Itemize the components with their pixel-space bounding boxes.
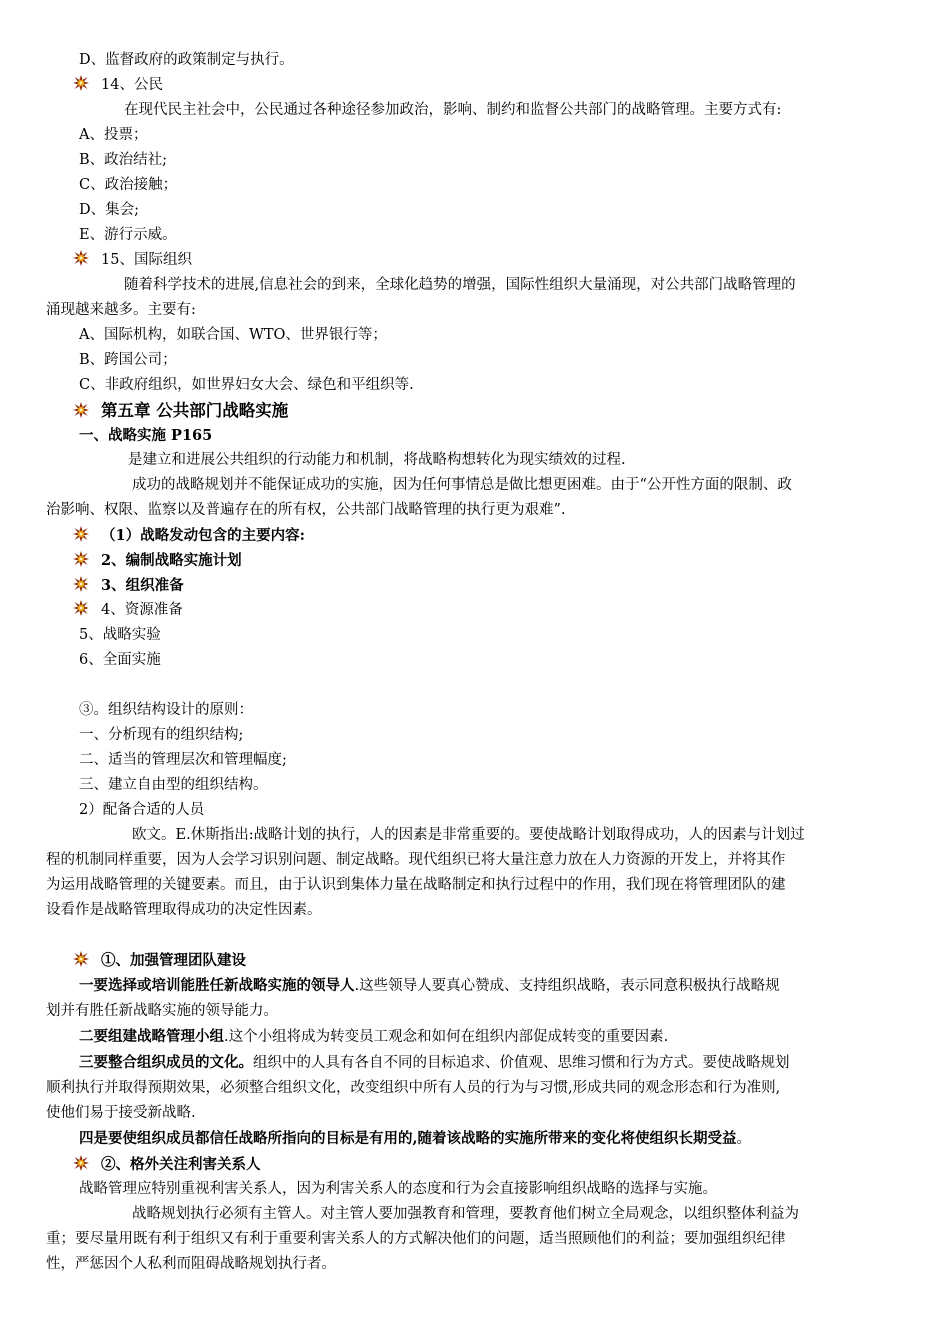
bullet-heading: 15、国际组织 <box>46 248 906 273</box>
paragraph: 战略规划执行必须有主管人。对主管人要加强教育和管理，要教育他们树立全局观念，以组织整体利益为 <box>132 1206 799 1222</box>
list-item: 三、建立自由型的组织结构。 <box>79 777 268 793</box>
burst-bullet-icon <box>73 526 89 542</box>
paragraph: 为运用战略管理的关键要素。而且，由于认识到集体力量在战略制定和执行过程中的作用，我们现在将管理团队的建 <box>46 877 786 893</box>
burst-bullet-icon <box>73 402 89 418</box>
bullet-item: 4、资源准备 <box>46 598 906 623</box>
paragraph: 四是要使组织成员都信任战略所指向的目标是有用的,随着该战略的实施所带来的变化将使组织长期受益。 <box>79 1130 752 1147</box>
section-heading: 一、战略实施 P165 <box>79 427 213 444</box>
paragraph: 一要选择或培训能胜任新战略实施的领导人.这些领导人要真心赞成、支持组织战略，表示同意积极执行战略规 <box>79 977 780 994</box>
paragraph: 欧文。E.休斯指出:战略计划的执行，人的因素是非常重要的。要使战略计划取得成功，人的因素与计划过 <box>132 827 805 843</box>
chapter-title: 第五章 公共部门战略实施 <box>46 398 906 423</box>
subheading: ③。组织结构设计的原则： <box>79 702 253 718</box>
paragraph: 划并有胜任新战略实施的领导能力。 <box>46 1003 278 1019</box>
blank-line <box>46 923 906 948</box>
paragraph: 三要整合组织成员的文化。组织中的人具有各自不同的目标追求、价值观、思维习惯和行为方式。要使战略规划 <box>79 1054 790 1071</box>
burst-bullet-icon <box>73 250 89 266</box>
bullet-heading: 2、编制战略实施计划 <box>46 548 906 573</box>
paragraph: 使他们易于接受新战略. <box>46 1105 196 1121</box>
paragraph: 性，严惩因个人私利而阻碍战略规划执行者。 <box>46 1256 336 1272</box>
burst-bullet-icon <box>73 75 89 91</box>
paragraph: 涌现越来越多。主要有: <box>46 302 196 318</box>
burst-bullet-icon <box>73 576 89 592</box>
list-item: B、跨国公司； <box>79 352 177 368</box>
list-item: 6、全面实施 <box>79 652 161 668</box>
bullet-heading: （1）战略发动包含的主要内容: <box>46 523 906 548</box>
paragraph: 随着科学技术的进展,信息社会的到来，全球化趋势的增强，国际性组织大量涌现，对公共部门战略管理的 <box>124 277 796 293</box>
burst-bullet-icon <box>73 600 89 616</box>
burst-bullet-icon <box>73 551 89 567</box>
bullet-heading: ②、格外关注利害关系人 <box>46 1152 906 1177</box>
list-item: 一、分析现有的组织结构; <box>79 727 244 743</box>
paragraph: 战略管理应特别重视利害关系人，因为利害关系人的态度和行为会直接影响组织战略的选择与实施。 <box>79 1181 717 1197</box>
paragraph: 治影响、权限、监察以及普遍存在的所有权，公共部门战略管理的执行更为艰难”. <box>46 502 566 518</box>
document-page <box>46 48 906 1277</box>
subheading: 2）配备合适的人员 <box>79 802 205 818</box>
paragraph: 程的机制同样重要，因为人会学习识别问题、制定战略。现代组织已将大量注意力放在人力资源的开发上，并将其作 <box>46 852 786 868</box>
list-item: 二、适当的管理层次和管理幅度; <box>79 752 287 768</box>
paragraph: 设看作是战略管理取得成功的决定性因素。 <box>46 902 322 918</box>
paragraph: 成功的战略规划并不能保证成功的实施，因为任何事情总是做比想更困难。由于“公开性方面的限制、政 <box>132 477 792 493</box>
list-item: A、国际机构，如联合国、WTO、世界银行等； <box>79 327 387 343</box>
paragraph: 在现代民主社会中，公民通过各种途径参加政治，影响、制约和监督公共部门的战略管理。主要方式有: <box>124 102 782 118</box>
paragraph: 重；要尽量用既有利于组织又有利于重要利害关系人的方式解决他们的问题，适当照顾他们的利益；要加强组织纪律 <box>46 1231 786 1247</box>
list-item: 5、战略实验 <box>79 627 161 643</box>
burst-bullet-icon <box>73 951 89 967</box>
paragraph: 二要组建战略管理小组.这个小组将成为转变员工观念和如何在组织内部促成转变的重要因素. <box>79 1028 669 1045</box>
bullet-heading: 3、组织准备 <box>46 573 906 598</box>
paragraph: 顺利执行并取得预期效果，必须整合组织文化，改变组织中所有人员的行为与习惯,形成共同的观念形态和行为准则, <box>46 1080 781 1096</box>
list-item: D、集会; <box>79 202 140 218</box>
blank-line <box>46 673 906 698</box>
list-item: C、非政府组织，如世界妇女大会、绿色和平组织等. <box>79 377 414 393</box>
burst-bullet-icon <box>73 1155 89 1171</box>
list-item: C、政治接触； <box>79 177 178 193</box>
paragraph: 是建立和进展公共组织的行动能力和机制，将战略构想转化为现实绩效的过程. <box>128 452 626 468</box>
list-item: E、游行示威。 <box>79 227 177 243</box>
bullet-heading: ①、加强管理团队建设 <box>46 948 906 973</box>
text-line: D、监督政府的政策制定与执行。 <box>79 52 294 68</box>
list-item: B、政治结社; <box>79 152 168 168</box>
list-item: A、投票； <box>79 127 148 143</box>
bullet-heading: 14、公民 <box>46 73 906 98</box>
